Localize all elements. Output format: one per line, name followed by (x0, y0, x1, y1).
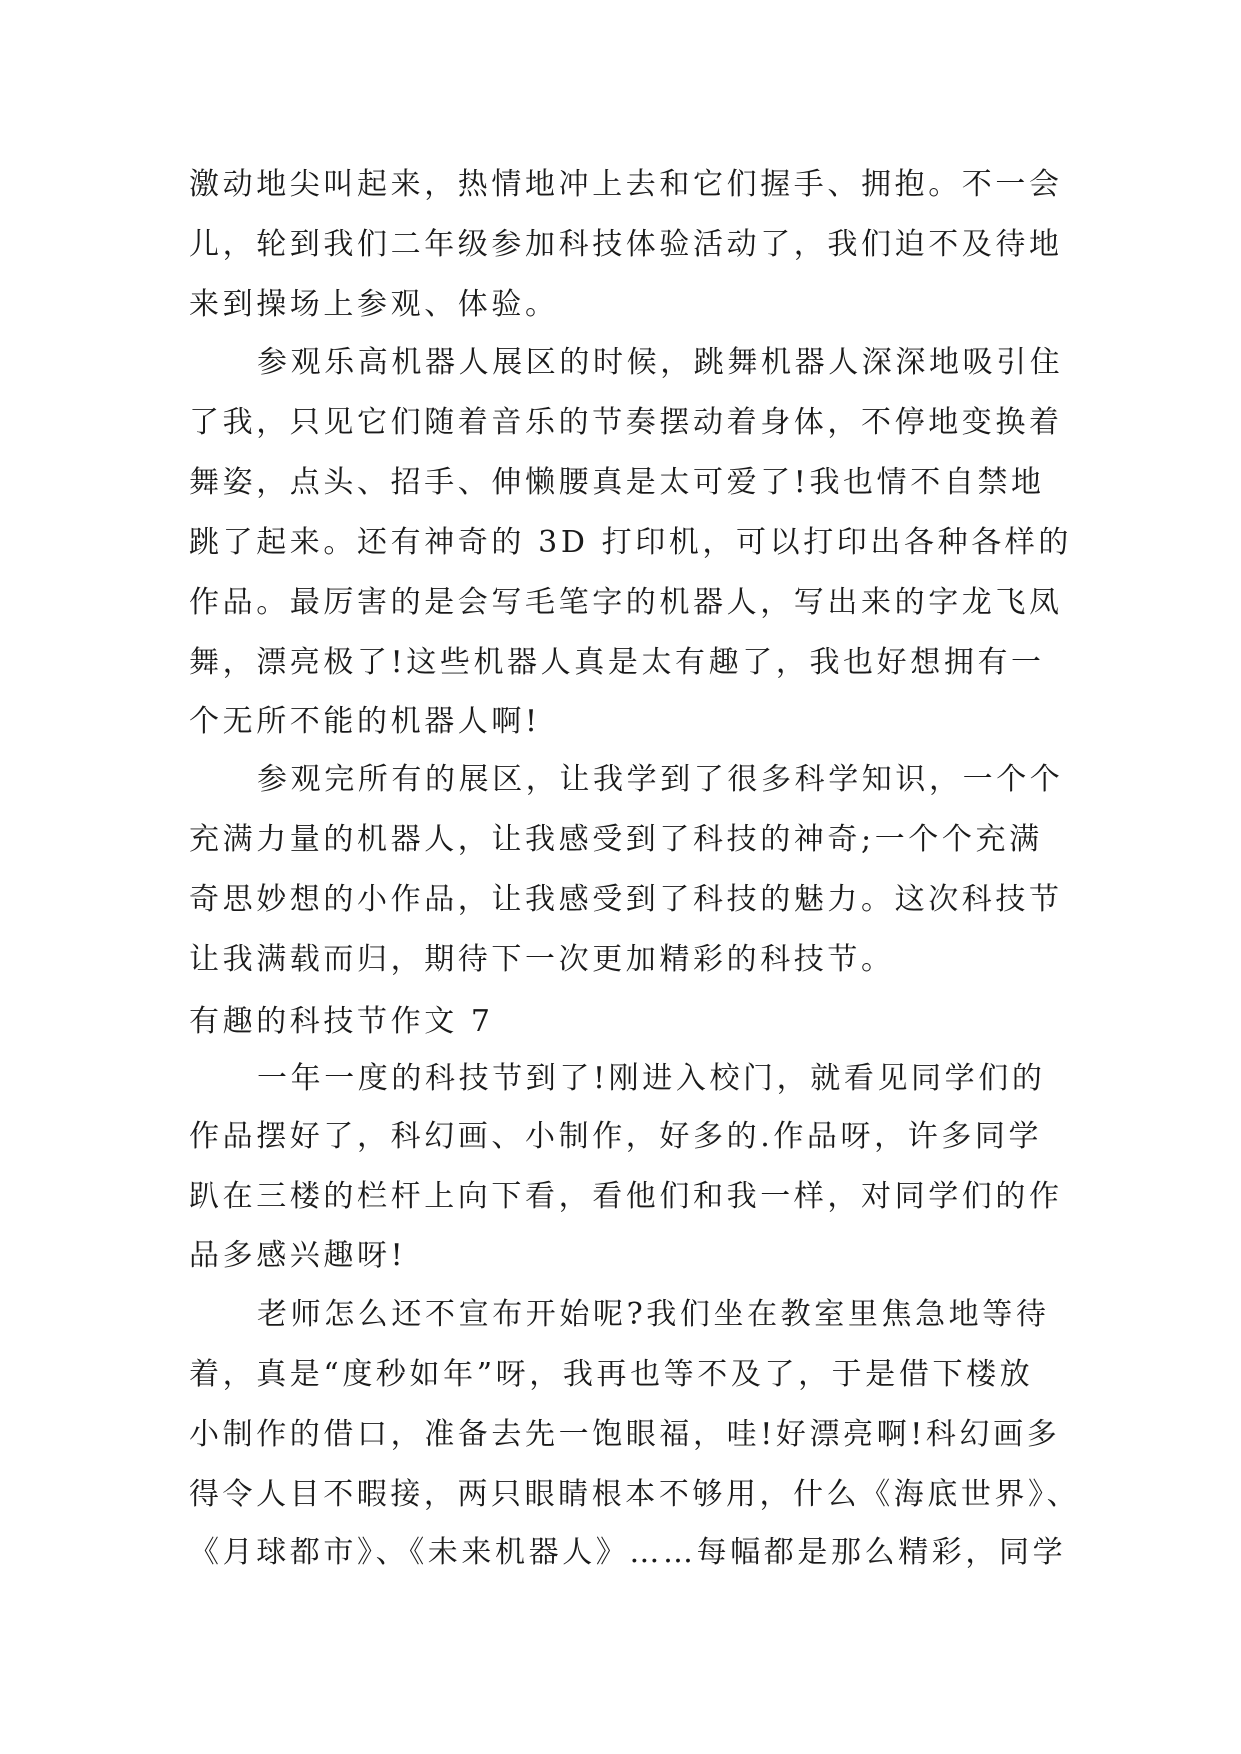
text-line: 了我，只见它们随着音乐的节奏摆动着身体，不停地变换着 (189, 405, 1063, 440)
text-line: 着，真是“度秒如年”呀，我再也等不及了，于是借下楼放 (189, 1357, 1034, 1392)
paragraph-first-line: 参观乐高机器人展区的时候，跳舞机器人深深地吸引住 (257, 345, 1064, 380)
text-line: 作品。最厉害的是会写毛笔字的机器人，写出来的字龙飞凤 (189, 585, 1063, 620)
section-heading: 有趣的科技节作文 7 (189, 1004, 494, 1039)
text-line: 激动地尖叫起来，热情地冲上去和它们握手、拥抱。不一会 (189, 167, 1063, 202)
text-line: 来到操场上参观、体验。 (189, 287, 559, 322)
text-line: 小制作的借口，准备去先一饱眼福，哇!好漂亮啊!科幻画多 (189, 1417, 1061, 1452)
text-line: 作品摆好了，科幻画、小制作，好多的.作品呀，许多同学 (189, 1119, 1043, 1154)
text-line: 舞姿，点头、招手、伸懒腰真是太可爱了!我也情不自禁地 (189, 465, 1045, 500)
text-line: 充满力量的机器人，让我感受到了科技的神奇;一个个充满 (189, 822, 1043, 857)
text-line: 《月球都市》、《未来机器人》……每幅都是那么精彩，同学 (189, 1535, 1067, 1570)
text-line: 得令人目不暇接，两只眼睛根本不够用，什么《海底世界》、 (189, 1477, 1081, 1512)
text-line: 个无所不能的机器人啊! (189, 704, 541, 739)
text-line: 奇思妙想的小作品，让我感受到了科技的魅力。这次科技节 (189, 882, 1063, 917)
text-line: 品多感兴趣呀! (189, 1238, 407, 1273)
text-line: 让我满载而归，期待下一次更加精彩的科技节。 (189, 942, 895, 977)
paragraph-first-line: 一年一度的科技节到了!刚进入校门，就看见同学们的 (257, 1061, 1046, 1096)
text-line: 跳了起来。还有神奇的 3D 打印机，可以打印出各种各样的 (189, 525, 1073, 560)
paragraph-first-line: 老师怎么还不宣布开始呢?我们坐在教室里焦急地等待 (257, 1297, 1050, 1332)
text-line: 儿，轮到我们二年级参加科技体验活动了，我们迫不及待地 (189, 227, 1063, 262)
text-line: 舞，漂亮极了!这些机器人真是太有趣了，我也好想拥有一 (189, 645, 1045, 680)
text-line: 趴在三楼的栏杆上向下看，看他们和我一样，对同学们的作 (189, 1179, 1063, 1214)
paragraph-first-line: 参观完所有的展区，让我学到了很多科学知识，一个个 (257, 762, 1064, 797)
